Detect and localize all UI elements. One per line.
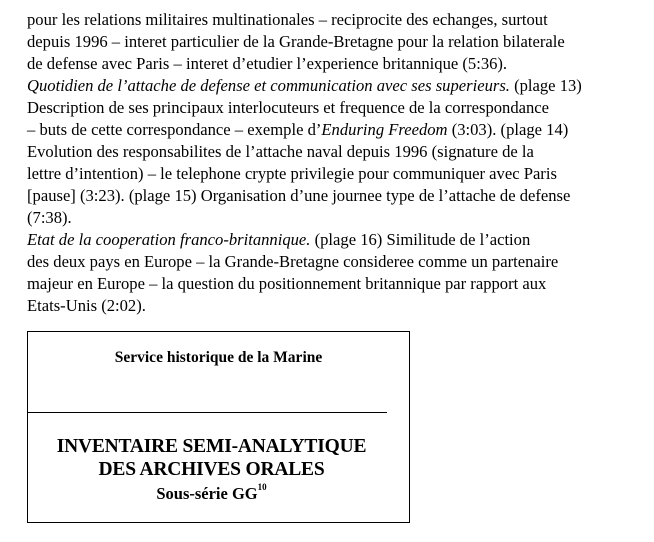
text-line (27, 229, 647, 251)
text-line: [pause] (3:23). (plage 15) Organisation d’une journee type de l’attache de defense (27, 186, 571, 205)
text-line: Etats-Unis (2:02). (27, 296, 146, 315)
service-name: Service historique de la Marine (114, 349, 323, 366)
sub-series-label: Sous-série GG (156, 484, 258, 503)
body-text (27, 9, 647, 317)
title-box (27, 331, 410, 523)
text-line: de defense avec Paris – interet d’etudier l’experience britannique (5:36). (27, 54, 508, 73)
text-line: majeur en Europe – la question du positionnement britannique par rapport aux (27, 274, 547, 293)
text-fragment: (plage 13) (509, 76, 582, 95)
text-line: pour les relations militaires multinationales – reciprocite des echanges, surtout (27, 10, 548, 29)
inventory-title-line2: DES ARCHIVES ORALES (98, 459, 325, 480)
operation-name: Enduring Freedom (321, 120, 448, 139)
text-line (27, 119, 647, 141)
inventory-title: INVENTAIRE SEMI-ANALYTIQUE (56, 436, 367, 457)
text-fragment: (plage 16) Similitude de l’action (310, 230, 531, 249)
text-line (27, 75, 647, 97)
text-line: lettre d’intention) – le telephone crypte privilegie pour communiquer avec Paris (27, 164, 557, 183)
section-heading: Etat de la cooperation franco-britannique. (27, 230, 311, 249)
text-line: Evolution des responsabilites de l’attache naval depuis 1996 (signature de la (27, 142, 534, 161)
text-line: depuis 1996 – interet particulier de la Grande-Bretagne pour la relation bilaterale (27, 32, 565, 51)
sub-series-number: 10 (257, 482, 267, 492)
text-fragment: (3:03). (plage 14) (447, 120, 569, 139)
section-heading: Quotidien de l’attache de defense et communication avec ses superieurs. (27, 76, 510, 95)
text-fragment: – buts de cette correspondance – exemple d’ (27, 120, 322, 139)
text-line: (7:38). (27, 208, 72, 227)
sub-series (28, 484, 395, 504)
text-line: des deux pays en Europe – la Grande-Bretagne consideree comme un partenaire (27, 252, 559, 271)
divider (28, 412, 387, 413)
text-line: Description de ses principaux interlocuteurs et frequence de la correspondance (27, 98, 550, 117)
